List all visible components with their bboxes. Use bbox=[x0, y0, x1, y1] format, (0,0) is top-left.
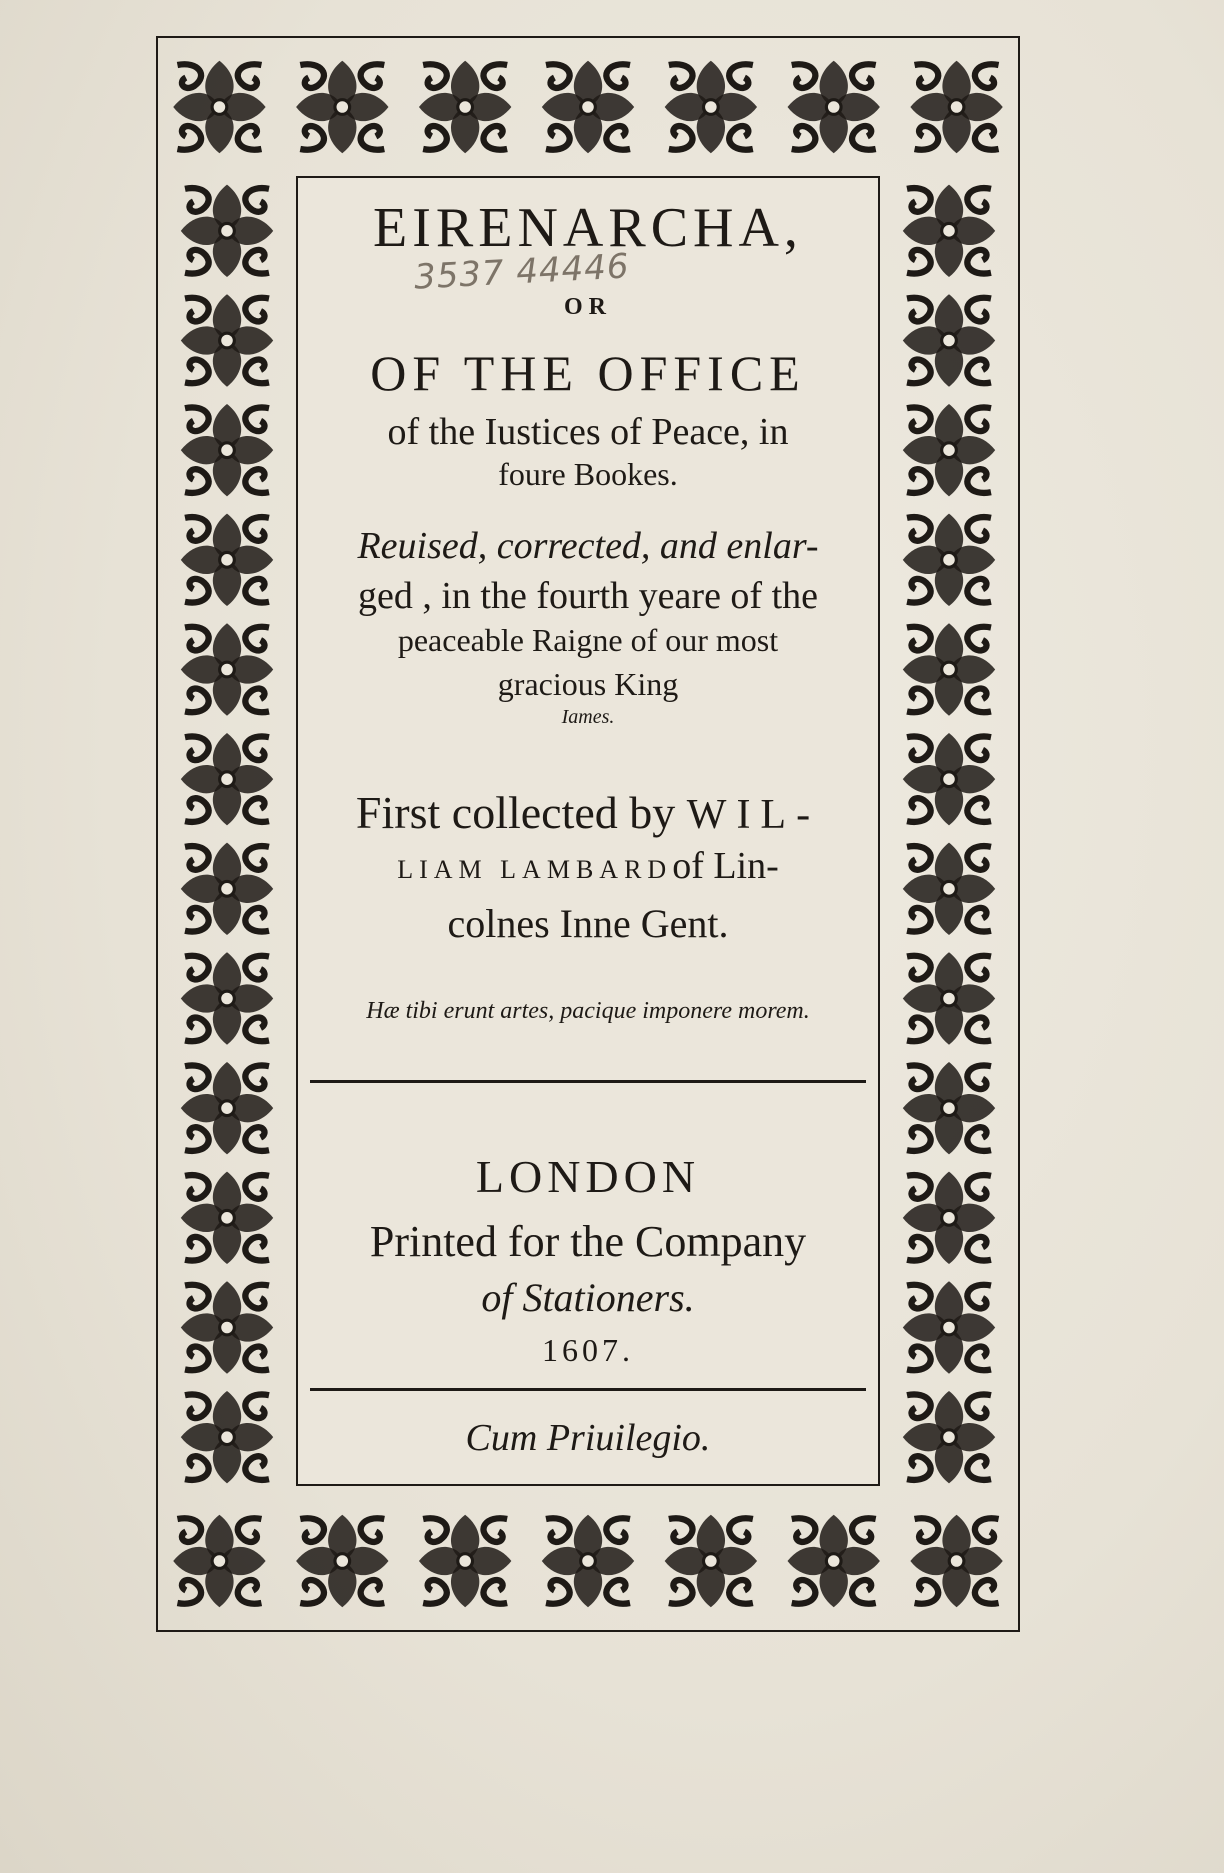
secondary-title: OF THE OFFICE bbox=[370, 345, 806, 401]
collected-line-3: colnes Inne Gent. bbox=[447, 901, 729, 946]
manuscript-note: 3537 44446 bbox=[413, 246, 631, 298]
collected-line-2 bbox=[296, 844, 880, 888]
divider-rule bbox=[310, 1388, 866, 1391]
revision-italic: Reuised, corrected, and enlar- bbox=[357, 525, 819, 567]
title-page-content bbox=[296, 176, 880, 1486]
revision-line-1 bbox=[296, 524, 880, 568]
collected-line-1 bbox=[296, 786, 880, 839]
revision-line-3: peaceable Raigne of our most bbox=[397, 622, 779, 658]
collected-prefix: First collected by bbox=[355, 787, 687, 838]
revision-line-4: gracious King bbox=[497, 666, 679, 702]
imprint-city: LONDON bbox=[475, 1151, 701, 1202]
divider-rule bbox=[310, 1080, 866, 1083]
privilege-notice: Cum Priuilegio. bbox=[465, 1417, 711, 1459]
subtitle-line-2: foure Bookes. bbox=[498, 456, 678, 492]
author-name: LIAM LAMBARD bbox=[397, 855, 673, 884]
imprint-printed-for: Printed for the Company bbox=[369, 1217, 807, 1266]
imprint-year: 1607. bbox=[542, 1332, 634, 1368]
main-title: EIRENARCHA, bbox=[373, 197, 803, 259]
imprint-stationers: of Stationers. bbox=[481, 1275, 695, 1320]
author-first-name-part: WIL- bbox=[686, 792, 821, 838]
title-or: OR bbox=[564, 294, 612, 320]
author-affiliation-start: of Lin- bbox=[672, 845, 779, 887]
subtitle-line-1: of the Iustices of Peace, in bbox=[387, 411, 789, 453]
revision-line-2: ged , in the fourth yeare of the bbox=[357, 575, 819, 617]
revision-line-5: Iames. bbox=[561, 706, 615, 728]
latin-motto: Hæ tibi erunt artes, pacique imponere morem. bbox=[366, 998, 810, 1024]
